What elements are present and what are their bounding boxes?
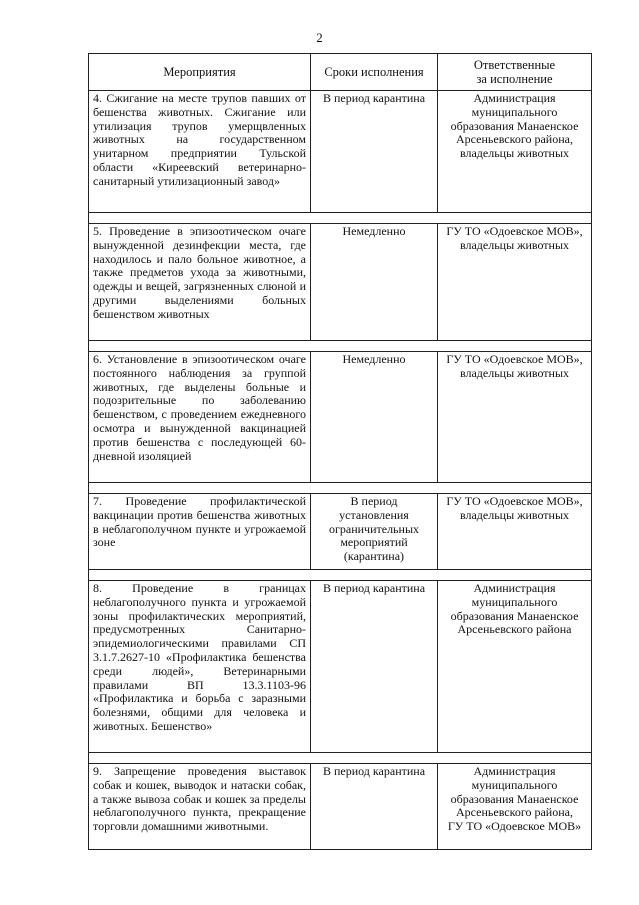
term-cell: Немедленно xyxy=(311,352,438,483)
responsible-line: Арсеньевского района xyxy=(457,622,572,637)
responsible-line: образования Манаенское xyxy=(450,608,579,623)
table-row xyxy=(89,764,592,850)
header-responsible-line: Ответственные xyxy=(473,58,556,72)
measure-cell: 8. Проведение в границах неблагополучного пункта и угрожаемой зоны профилактических мероприятий, предусмотренных Санитарно-эпидемиологическими правилами СП 3.1.7.2627-10 «Профилактика бешенства среди людей», Ветеринарными правилами ВП 13.3.1103-96 «Профилактика и борьба с заразными болезнями, общими для человека и животных. Бешенство» xyxy=(89,581,311,753)
responsible-line: муниципального xyxy=(471,104,558,119)
measure-cell: 5. Проведение в эпизоотическом очаге вынужденной дезинфекции места, где находилось и пало больное животное, а также предметов ухода за животными, одежды и вещей, загрязненных слюной и другими выделениями больных бешенством животных xyxy=(89,224,311,341)
term-line: ограничительных xyxy=(328,521,420,536)
responsible-line: Администрация xyxy=(473,581,556,595)
responsible-line: владельцы животных xyxy=(459,365,570,380)
table-row xyxy=(89,91,592,213)
term-cell xyxy=(311,494,438,570)
responsible-line: ГУ ТО «Одоевское МОВ», xyxy=(446,494,583,508)
term-line: В период xyxy=(350,494,398,508)
responsible-line: ГУ ТО «Одоевское МОВ», xyxy=(446,352,583,366)
responsible-line: владельцы животных xyxy=(459,146,570,161)
term-line: (карантина) xyxy=(343,549,405,564)
measure-cell: 6. Установление в эпизоотическом очаге постоянного наблюдения за группой животных, где выделены больные и подозрительные по заболеванию бешенством, с проведением ежедневного осмотра и вынужденной вакцинацией против бешенства с последующей 60-дневной изоляцией xyxy=(89,352,311,483)
responsible-line: владельцы животных xyxy=(459,507,570,522)
responsible-line: муниципального xyxy=(471,594,558,609)
measure-cell: 9. Запрещение проведения выставок собак и кошек, выводок и натаски собак, а также вывоза собак и кошек за пределы неблагополучного пункта, прекращение торговли домашними животными. xyxy=(89,764,311,850)
page-number: 2 xyxy=(316,30,323,45)
measures-table xyxy=(88,53,592,850)
responsible-line: Администрация xyxy=(473,91,556,105)
responsible-line: ГУ ТО «Одоевское МОВ» xyxy=(447,819,582,834)
responsible-cell xyxy=(438,352,592,483)
term-line: мероприятий xyxy=(340,535,408,550)
responsible-line: муниципального xyxy=(471,777,558,792)
responsible-line: владельцы животных xyxy=(459,237,570,252)
table-row xyxy=(89,224,592,341)
table-row xyxy=(89,581,592,753)
responsible-line: Арсеньевского района, xyxy=(456,805,573,820)
measure-cell: 4. Сжигание на месте трупов павших от бешенства животных. Сжигание или утилизация трупов умерщвленных животных на государственном унитарном предприятии Тульской области «Киреевский ветеринарно-санитарный утилизационный завод» xyxy=(89,91,311,213)
term-cell: В период карантина xyxy=(311,764,438,850)
responsible-line: Арсеньевского района, xyxy=(456,132,573,147)
table-header-row xyxy=(89,54,592,91)
table-row xyxy=(89,352,592,483)
responsible-cell xyxy=(438,494,592,570)
responsible-cell xyxy=(438,764,592,850)
header-measures: Мероприятия xyxy=(89,54,311,91)
responsible-cell xyxy=(438,224,592,341)
table-row xyxy=(89,494,592,570)
responsible-line: образования Манаенское xyxy=(450,791,579,806)
term-cell: В период карантина xyxy=(311,91,438,213)
header-terms: Сроки исполнения xyxy=(311,54,438,91)
term-cell: В период карантина xyxy=(311,581,438,753)
responsible-cell xyxy=(438,91,592,213)
term-line: установления xyxy=(339,507,409,522)
responsible-line: ГУ ТО «Одоевское МОВ», xyxy=(446,224,583,238)
responsible-line: Администрация xyxy=(473,764,556,778)
term-cell: Немедленно xyxy=(311,224,438,341)
header-responsible xyxy=(438,54,592,91)
measure-cell: 7. Проведение профилактической вакцинации против бешенства животных в неблагополучном пункте и угрожаемой зоне xyxy=(89,494,311,570)
responsible-cell xyxy=(438,581,592,753)
header-responsible-line: за исполнение xyxy=(476,72,553,86)
responsible-line: образования Манаенское xyxy=(450,118,579,133)
